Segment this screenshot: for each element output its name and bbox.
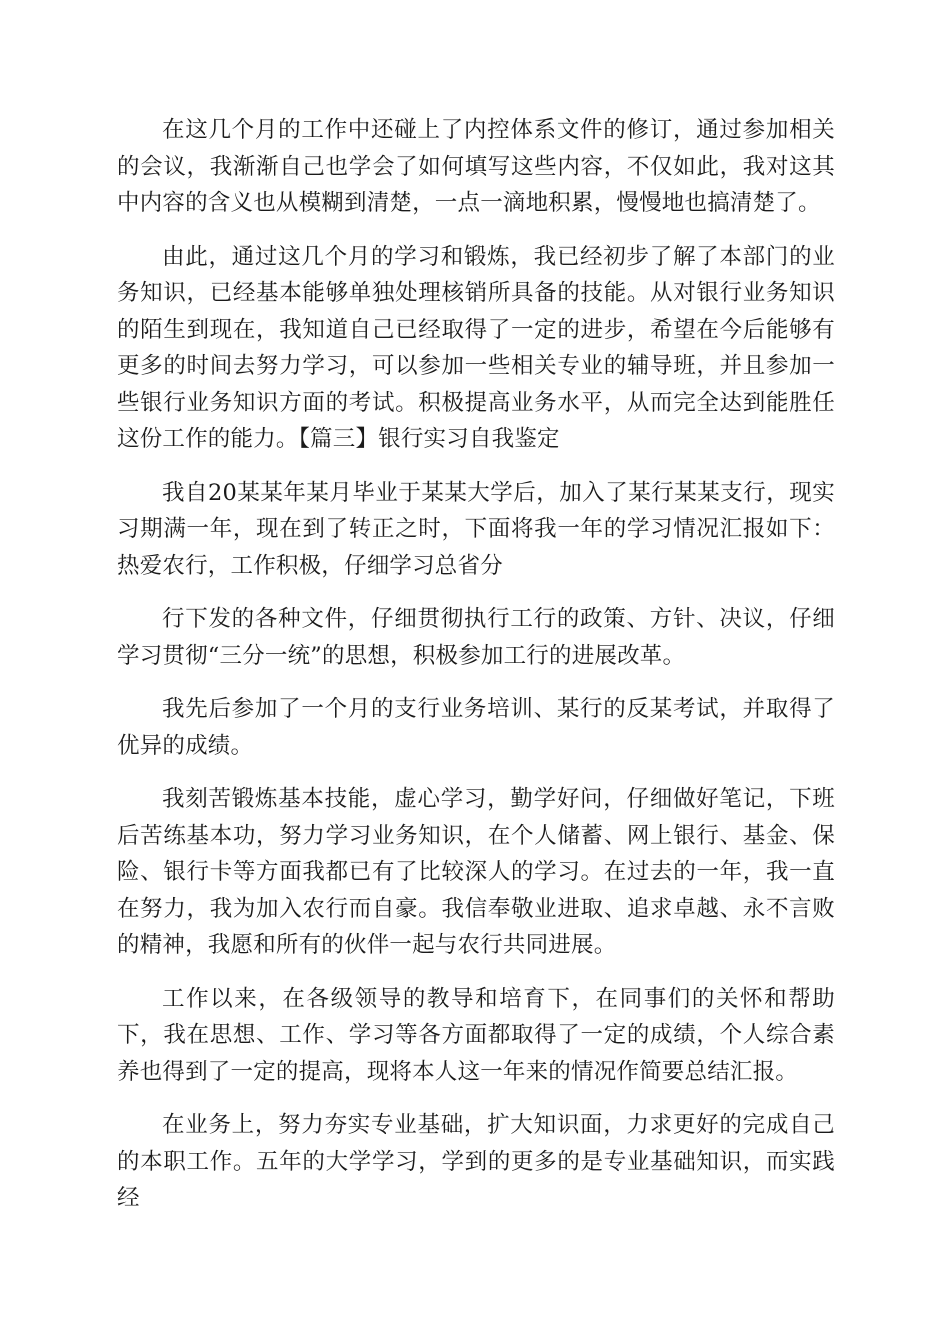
document-body bbox=[117, 112, 835, 1234]
paragraph-1: 在这几个月的工作中还碰上了内控体系文件的修订，通过参加相关的会议，我渐渐自己也学会了如何填写这些内容，不仅如此，我对这其中内容的含义也从模糊到清楚，一点一滴地积累，慢慢地也搞清楚了。 bbox=[117, 117, 835, 216]
paragraph-7: 工作以来，在各级领导的教导和培育下，在同事们的关怀和帮助下，我在思想、工作、学习等各方面都取得了一定的成绩，个人综合素养也得到了一定的提高，现将本人这一年来的情况作简要总结汇报。 bbox=[117, 985, 835, 1085]
paragraph-8: 在业务上，努力夯实专业基础，扩大知识面，力求更好的完成自己的本职工作。五年的大学学习，学到的更多的是专业基础知识，而实践经 bbox=[117, 1112, 835, 1211]
paragraph-5: 我先后参加了一个月的支行业务培训、某行的反某考试，并取得了优异的成绩。 bbox=[117, 696, 835, 759]
paragraph-6: 我刻苦锻炼基本技能，虚心学习，勤学好问，仔细做好笔记，下班后苦练基本功，努力学习业务知识，在个人储蓄、网上银行、基金、保险、银行卡等方面我都已有了比较深人的学习。在过去的一年，我一直在努力，我为加入农行而自豪。我信奉敬业进取、追求卓越、永不言败的精神，我愿和所有的伙伴一起与农行共同进展。 bbox=[117, 786, 835, 958]
paragraph-3: 我自20某某年某月毕业于某某大学后，加入了某行某某支行，现实习期满一年，现在到了转正之时，下面将我一年的学习情况汇报如下：热爱农行，工作积极，仔细学习总省分 bbox=[117, 479, 835, 579]
paragraph-2: 由此，通过这几个月的学习和锻炼，我已经初步了解了本部门的业务知识，已经基本能够单独处理核销所具备的技能。从对银行业务知识的陌生到现在，我知道自己已经取得了一定的进步，希望在今后能够有更多的时间去努力学习，可以参加一些相关专业的辅导班，并且参加一些银行业务知识方面的考试。积极提高业务水平，从而完全达到能胜任这份工作的能力。【篇三】银行实习自我鉴定 bbox=[117, 243, 835, 452]
paragraph-4: 行下发的各种文件，仔细贯彻执行工行的政策、方针、决议，仔细学习贯彻“三分一统”的思想，积极参加工行的进展改革。 bbox=[117, 606, 835, 669]
